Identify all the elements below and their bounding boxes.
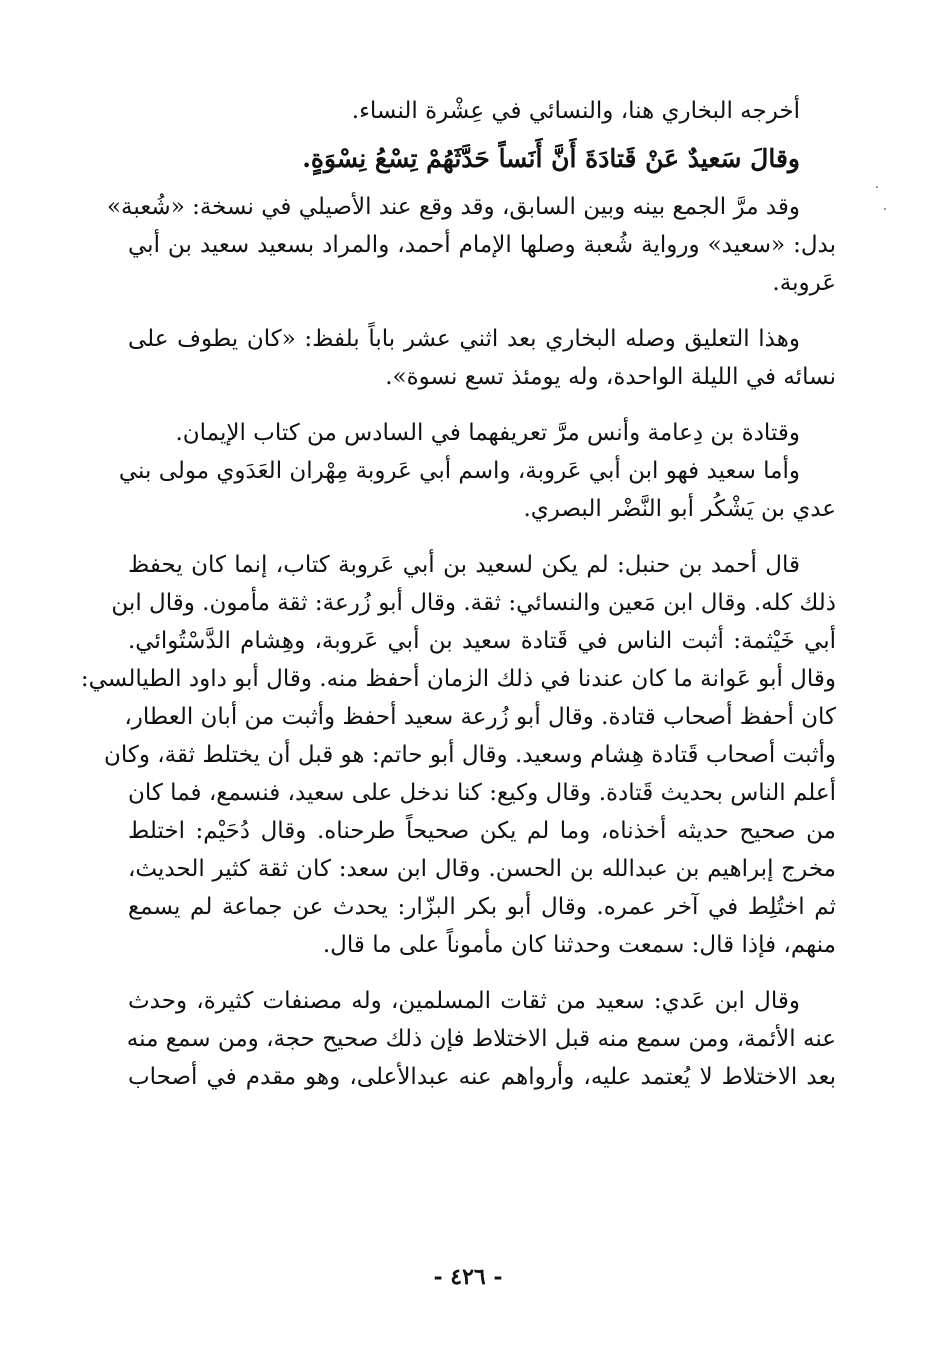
text-line: وقال أبو عَوانة ما كان عندنا في ذلك الزمان أحفظ منه. وقال أبو داود الطيالسي: xyxy=(80,666,836,692)
text-line: وأثبت أصحاب قَتادة هِشام وسعيد. وقال أبو حاتم: هو قبل أن يختلط ثقة، وكان xyxy=(103,742,836,768)
paragraph-taliq xyxy=(128,320,836,396)
page-number: - ٤٢٦ - xyxy=(433,1264,503,1290)
text-line: وقد مرَّ الجمع بينه وبين السابق، وقد وقع عند الأصيلي في نسخة: «شُعبة» xyxy=(106,194,800,220)
text-line: ثم اختُلِط في آخر عمره. وقال أبو بكر البزّار: يحدث عن جماعة لم يسمع xyxy=(128,894,836,920)
scan-speck xyxy=(876,186,878,188)
paragraph-ibn-adi xyxy=(128,982,836,1096)
paragraph-said xyxy=(118,452,836,528)
text-line: أبي خَيْثمة: أثبت الناس في قَتادة سعيد بن أبي عَروبة، وهِشام الدَّسْتُوائي. xyxy=(128,628,836,654)
text-line: قال أحمد بن حنبل: لم يكن لسعيد بن أبي عَروبة كتاب، إنما كان يحفظ xyxy=(128,552,800,578)
text-line: بعد الاختلاط لا يُعتمد عليه، وأرواهم عنه عبدالأعلى، وهو مقدم في أصحاب xyxy=(128,1064,836,1090)
hadith-text: وقالَ سَعيدٌ عَنْ قَتادَةَ أَنَّ أَنَساً حَدَّثَهُمْ تِسْعُ نِسْوَةٍ. xyxy=(302,144,800,173)
scan-speck xyxy=(884,208,886,210)
text-line: من صحيح حديثه أخذناه، وما لم يكن صحيحاً طرحناه. وقال دُحَيْم: اختلط xyxy=(128,818,836,844)
hadith-matn xyxy=(128,138,836,180)
text-line: مخرج إبراهيم بن عبدالله بن الحسن. وقال ابن سعد: كان ثقة كثير الحديث، xyxy=(128,856,836,882)
text-line: بدل: «سعيد» ورواية شُعبة وصلها الإمام أحمد، والمراد بسعيد سعيد بن أبي xyxy=(128,232,836,258)
text-line: وهذا التعليق وصله البخاري بعد اثني عشر باباً بلفظ: «كان يطوف على xyxy=(128,326,800,352)
page-body xyxy=(80,92,836,1312)
text-line: كان أحفظ أصحاب قتادة. وقال أبو زُرعة سعيد أحفظ وأثبت من أبان العطار، xyxy=(124,704,836,730)
text-line: وقتادة بن دِعامة وأنس مرَّ تعريفهما في السادس من كتاب الإيمان. xyxy=(175,420,800,446)
text-line: عنه الأئمة، ومن سمع منه قبل الاختلاط فإن ذلك صحيح حجة، ومن سمع منه xyxy=(126,1026,836,1052)
text-line: وأما سعيد فهو ابن أبي عَروبة، واسم أبي عَروبة مِهْران العَدَوي مولى بني xyxy=(118,458,800,484)
paragraph-qatada xyxy=(128,414,836,452)
text-line: نسائه في الليلة الواحدة، وله يومئذ تسع نسوة». xyxy=(385,364,836,390)
text-line: وقال ابن عَدي: سعيد من ثقات المسلمين، وله مصنفات كثيرة، وحدث xyxy=(128,988,800,1014)
text-line: عَروبة. xyxy=(772,270,836,296)
text-line: أخرجه البخاري هنا، والنسائي في عِشْرة النساء. xyxy=(351,98,800,124)
text-line: منهم، فإذا قال: سمعت وحدثنا كان مأموناً على ما قال. xyxy=(322,932,836,958)
text-line: ذلك كله. وقال ابن مَعين والنسائي: ثقة. وقال أبو زُرعة: ثقة مأمون. وقال ابن xyxy=(111,590,836,616)
paragraph-takhrij xyxy=(128,92,836,130)
paragraph-jarh-tadil xyxy=(80,546,836,964)
paragraph-commentary xyxy=(106,188,836,302)
text-line: عدي بن يَشْكُر أبو النَّضْر البصري. xyxy=(523,496,836,522)
text-line: أعلم الناس بحديث قَتادة. وقال وكيع: كنا ندخل على سعيد، فنسمع، فما كان xyxy=(128,780,836,806)
